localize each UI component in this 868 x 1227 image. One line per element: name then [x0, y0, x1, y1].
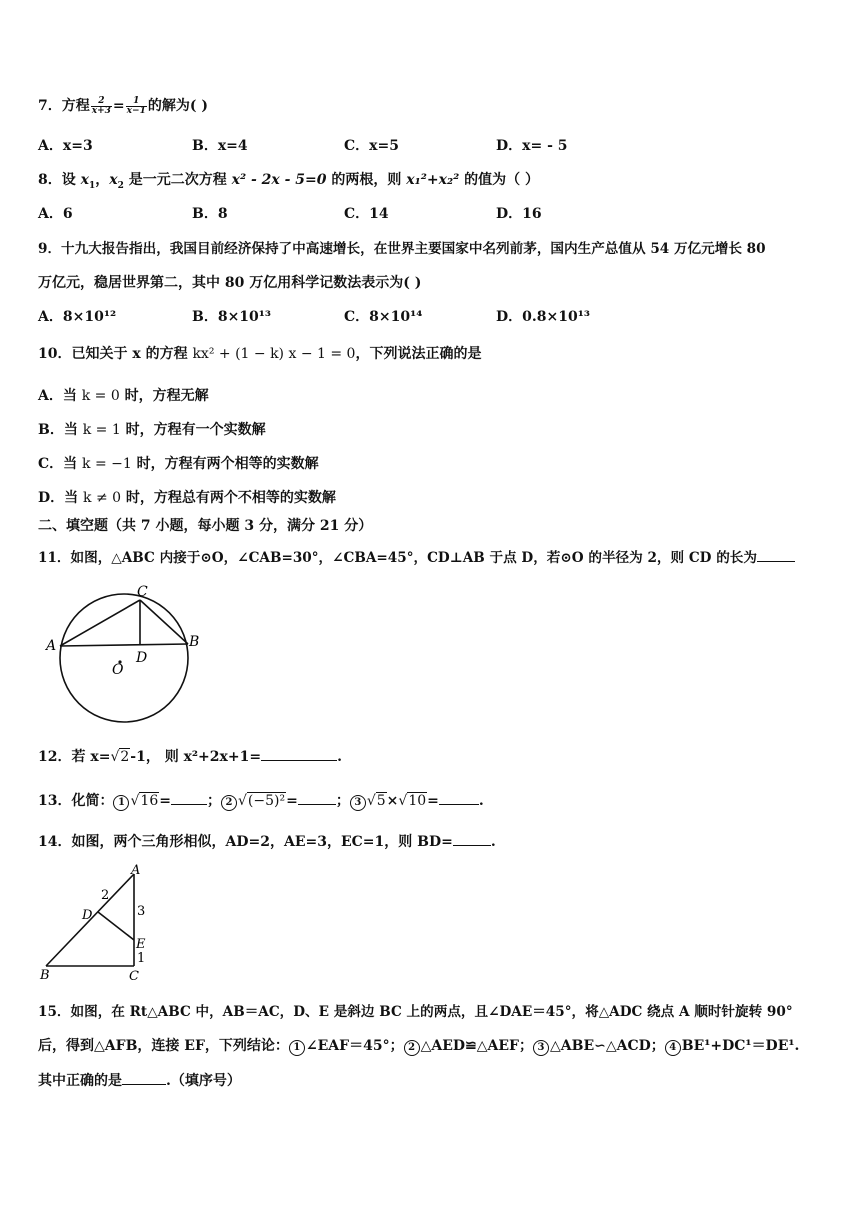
- q10-b-pre: B．当: [38, 422, 83, 438]
- q11-text: 11．如图，△ABC 内接于⊙O，∠CAB=30°，∠CBA=45°，CD⊥AB 于点 D，若⊙O 的半径为 2，则 CD 的长为: [38, 550, 757, 566]
- q7-option-c: C．x=5: [344, 138, 399, 154]
- q13-radicand-3a: 5: [376, 793, 386, 809]
- q15-line-1: 15．如图，在 Rt△ABC 中，AB＝AC，D、E 是斜边 BC 上的两点，且∠DAE＝45°，将△ADC 绕点 A 顺时针旋转 90°: [38, 1004, 793, 1020]
- q13-sqrt-1: √16: [130, 793, 159, 809]
- q15-statement-1: ∠EAF＝45°；: [305, 1038, 404, 1054]
- q12-middle: -1， 则 x²+2x+1=: [130, 749, 262, 765]
- q7-f1-den: x+3: [91, 105, 111, 116]
- q13-eq-3: =: [427, 793, 439, 809]
- q14-answer-blank: [453, 831, 491, 846]
- q11-chord-ab: [60, 644, 188, 646]
- q13-eq-1: =: [159, 793, 171, 809]
- q11-label-c: C: [137, 584, 148, 600]
- q13-sqrt-3b: √10: [398, 793, 427, 809]
- q11-answer-blank: [757, 547, 795, 562]
- q10-c-pre: C．当: [38, 456, 83, 472]
- q13-blank-3: [439, 790, 479, 805]
- q8-comma: ，: [95, 172, 110, 188]
- q11-label-d: D: [136, 650, 148, 666]
- q10-a-post: 时，方程无解: [119, 388, 209, 404]
- q13-blank-2: [298, 790, 336, 805]
- q10-equation: kx² + (1 − k) x − 1 = 0: [192, 346, 356, 362]
- q9-option-c: C．8×10¹⁴: [344, 309, 423, 325]
- q10-c-cond: k = −1: [82, 456, 132, 472]
- q13-end: .: [478, 793, 484, 809]
- q9-option-b: B．8×10¹³: [192, 309, 272, 325]
- q14-stem: [38, 831, 496, 852]
- q10-stem: [38, 344, 481, 364]
- q15-statement-2: △AED≌△AEF；: [420, 1038, 533, 1054]
- q14-end: .: [490, 834, 496, 850]
- q13-blank-1: [171, 790, 207, 805]
- q13-radicand-2: (−5)²: [247, 793, 286, 809]
- q11-label-o: O: [112, 662, 124, 678]
- q10-d-post: 时，方程总有两个不相等的实数解: [121, 490, 336, 506]
- q14-label-e: E: [136, 937, 146, 952]
- q8-x1: x: [80, 172, 89, 188]
- q11-stem: [38, 547, 795, 568]
- q8-x2: x: [109, 172, 118, 188]
- q13-circle-2: 2: [221, 795, 237, 811]
- q10-text-1: 已知关于 x 的方程: [71, 346, 193, 362]
- q13-sep-1: ；: [206, 793, 221, 809]
- q14-length-3: 3: [137, 904, 146, 919]
- q15-circle-3: 3: [533, 1040, 549, 1056]
- q15-line-2-text: 后，得到△AFB，连接 EF，下列结论：: [38, 1038, 289, 1054]
- q12-radicand: 2: [120, 749, 130, 765]
- q9-option-d: D．0.8×10¹³: [496, 309, 590, 325]
- q7-stem: [38, 96, 208, 116]
- q7-f2-den: x−1: [126, 105, 146, 116]
- q7-option-d: D．x= - 5: [496, 138, 568, 154]
- q15-line-2: [38, 1036, 799, 1056]
- q15-line-3: [38, 1070, 241, 1091]
- q14-label-c: C: [129, 969, 139, 984]
- q8-stem: [38, 170, 539, 196]
- q10-option-c: [38, 454, 319, 474]
- q14-text: 14．如图，两个三角形相似，AD=2，AE=3，EC=1，则 BD=: [38, 834, 453, 850]
- q12-answer-blank: [261, 746, 337, 761]
- q8-x1-sub: 1: [88, 180, 96, 191]
- q14-label-d: D: [82, 908, 93, 923]
- q7-option-b: B．x=4: [192, 138, 248, 154]
- q8-option-d: D．16: [496, 206, 542, 222]
- section-2-heading: 二、填空题（共 7 小题，每小题 3 分，满分 21 分）: [38, 518, 373, 534]
- q10-a-pre: A．当: [38, 388, 82, 404]
- q14-segment-de: [98, 912, 134, 940]
- q7-number: 7．: [38, 98, 62, 114]
- q7-equals: =: [112, 98, 125, 114]
- q14-label-a: A: [131, 863, 141, 878]
- q10-a-cond: k = 0: [81, 388, 120, 404]
- q13-radicand-3b: 10: [408, 793, 427, 809]
- q10-c-post: 时，方程有两个相等的实数解: [131, 456, 319, 472]
- q11-label-a: A: [46, 638, 57, 654]
- q15-line-3-text: 其中正确的是: [38, 1073, 122, 1089]
- q12-sqrt: √2: [110, 749, 130, 765]
- q13-prefix: 13．化简：: [38, 793, 114, 809]
- q15-circle-2: 2: [404, 1040, 420, 1056]
- q10-number: 10．: [38, 346, 72, 362]
- q10-b-post: 时，方程有一个实数解: [120, 422, 266, 438]
- q7-prefix: 方程: [61, 98, 90, 114]
- q10-option-d: [38, 488, 336, 508]
- q7-fraction-1: [91, 97, 112, 116]
- q15-answer-blank: [122, 1070, 166, 1085]
- q9-line-2: 万亿元，稳居世界第二，其中 80 万亿用科学记数法表示为( ): [38, 275, 422, 291]
- q11-label-b: B: [189, 634, 200, 650]
- q8-expression: x₁²+x₂²: [406, 172, 460, 188]
- q13-sqrt-3a: √5: [366, 793, 386, 809]
- q11-segment-ac: [60, 600, 140, 646]
- q13-circle-1: 1: [113, 795, 129, 811]
- q7-option-a: A．x=3: [38, 138, 93, 154]
- q14-label-b: B: [40, 968, 50, 983]
- q10-option-a: [38, 386, 209, 406]
- q12-stem: [38, 746, 342, 767]
- q10-b-cond: k = 1: [82, 422, 121, 438]
- q10-d-pre: D．当: [38, 490, 84, 506]
- q8-text-4: 的值为（ ）: [459, 172, 539, 188]
- q7-suffix: 的解为( ): [147, 98, 208, 114]
- q13-radicand-1: 16: [140, 793, 159, 809]
- q8-option-a: A．6: [38, 206, 73, 222]
- q8-option-b: B．8: [192, 206, 228, 222]
- q13-times: ×: [386, 793, 399, 809]
- q9-option-a: A．8×10¹²: [38, 309, 117, 325]
- q8-text-3: 的两根，则: [326, 172, 407, 188]
- q8-x2-sub: 2: [117, 180, 124, 191]
- q10-option-b: [38, 420, 266, 440]
- q11-figure: [38, 580, 208, 728]
- q8-equation: x² - 2x - 5=0: [231, 172, 327, 188]
- q8-number: 8．: [38, 172, 62, 188]
- q14-length-2: 2: [101, 888, 110, 903]
- q14-figure: [38, 862, 158, 986]
- q15-circle-1: 1: [289, 1040, 305, 1056]
- q8-text-1: 设: [61, 172, 81, 188]
- q15-circle-4: 4: [665, 1040, 681, 1056]
- q12-prefix: 12．若 x=: [38, 749, 111, 765]
- q13-sqrt-2: √(−5)²: [237, 793, 286, 809]
- q15-line-3-end: .（填序号）: [166, 1073, 241, 1089]
- q13-eq-2: =: [286, 793, 298, 809]
- q8-option-c: C．14: [344, 206, 389, 222]
- q13-sep-2: ；: [335, 793, 350, 809]
- q7-fraction-2: [126, 97, 147, 116]
- q10-text-2: ，下列说法正确的是: [355, 346, 482, 362]
- q14-length-1: 1: [137, 951, 146, 966]
- q7-f1-num: 2: [91, 97, 112, 107]
- q13-stem: [38, 790, 484, 811]
- q10-d-cond: k ≠ 0: [83, 490, 122, 506]
- q8-text-2: 是一元二次方程: [123, 172, 232, 188]
- q7-f2-num: 1: [126, 97, 147, 107]
- q15-statement-3: △ABE∽△ACD；: [550, 1038, 665, 1054]
- q15-statement-4: BE¹+DC¹＝DE¹.: [681, 1038, 800, 1054]
- q11-circle: [60, 594, 188, 722]
- q11-segment-bc: [140, 600, 188, 644]
- q13-circle-3: 3: [350, 795, 366, 811]
- q12-end: .: [337, 749, 342, 765]
- q9-line-1: 9．十九大报告指出，我国目前经济保持了中高速增长，在世界主要国家中名列前茅，国内生产总值从 54 万亿元增长 80: [38, 241, 766, 257]
